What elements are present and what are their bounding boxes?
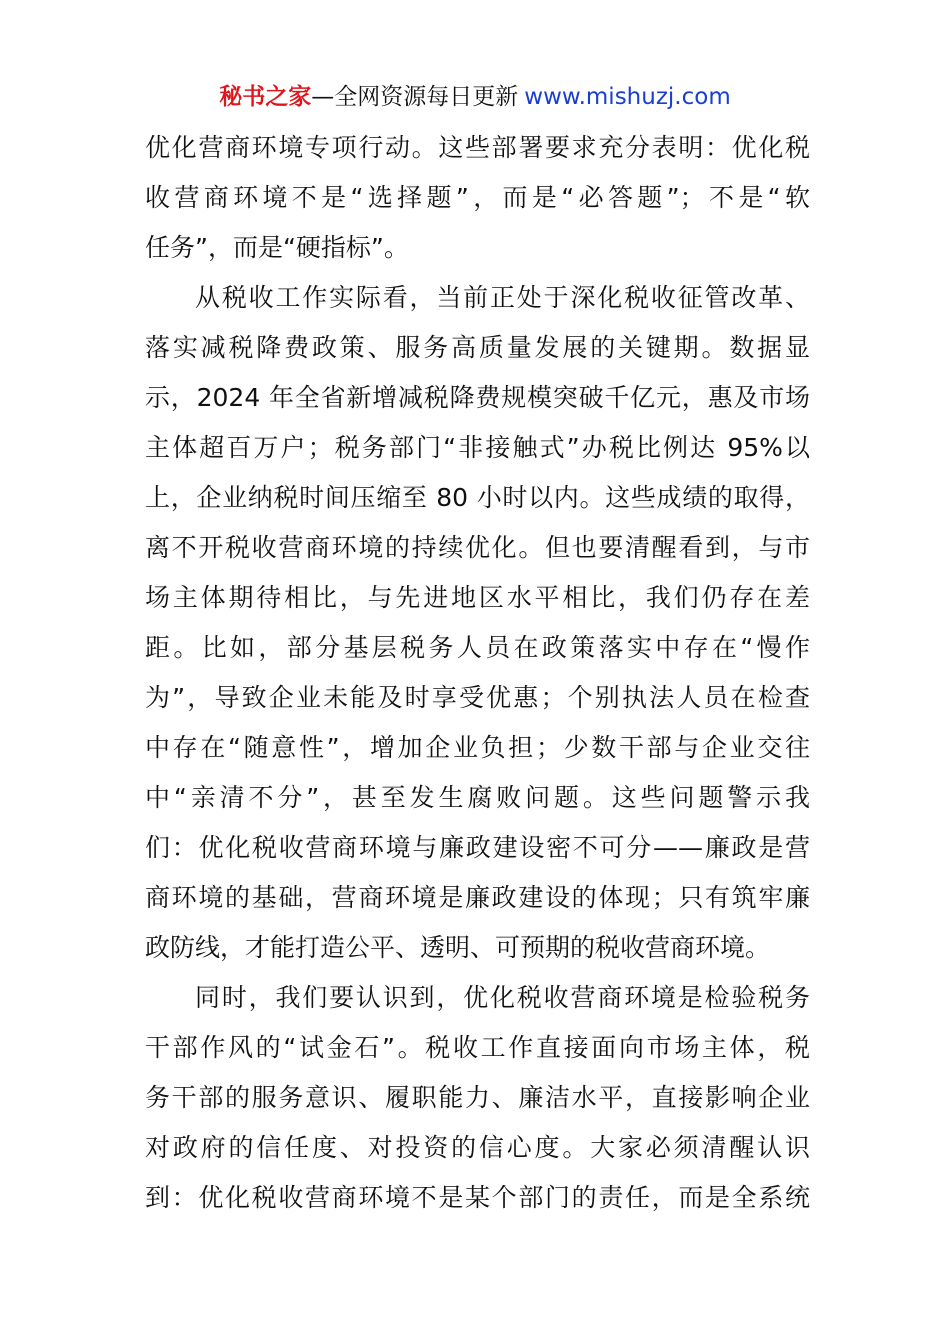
text-line: 中“亲清不分”，甚至发生腐败问题。这些问题警示我 <box>145 783 810 812</box>
text-line: 到：优化税收营商环境不是某个部门的责任，而是全系统 <box>145 1183 810 1212</box>
text-line: 同时，我们要认识到，优化税收营商环境是检验税务 <box>195 983 810 1012</box>
text-line: 干部作风的“试金石”。税收工作直接面向市场主体，税 <box>145 1033 810 1062</box>
text-line: 示，2024 年全省新增减税降费规模突破千亿元，惠及市场 <box>145 383 810 412</box>
text-line: 距。比如，部分基层税务人员在政策落实中存在“慢作 <box>145 633 810 662</box>
text-line: 场主体期待相比，与先进地区水平相比，我们仍存在差 <box>145 583 810 612</box>
text-line: 政防线，才能打造公平、透明、可预期的税收营商环境。 <box>145 933 771 962</box>
text-line: 主体超百万户；税务部门“非接触式”办税比例达 95%以 <box>145 433 810 462</box>
text-line: 中存在“随意性”，增加企业负担；少数干部与企业交往 <box>145 733 810 762</box>
text-line: 离不开税收营商环境的持续优化。但也要清醒看到，与市 <box>145 533 810 562</box>
site-header <box>0 80 950 114</box>
text-line: 从税收工作实际看，当前正处于深化税收征管改革、 <box>195 283 810 312</box>
text-line: 商环境的基础，营商环境是廉政建设的体现；只有筑牢廉 <box>145 883 810 912</box>
text-line: 为”，导致企业未能及时享受优惠；个别执法人员在检查 <box>145 683 810 712</box>
text-line: 务干部的服务意识、履职能力、廉洁水平，直接影响企业 <box>145 1083 810 1112</box>
text-line: 们：优化税收营商环境与廉政建设密不可分——廉政是营 <box>145 833 810 862</box>
text-line: 任务”，而是“硬指标”。 <box>145 233 409 262</box>
site-url[interactable]: www.mishuzj.com <box>524 84 731 110</box>
header-tagline: —全网资源每日更新 <box>311 84 519 110</box>
brand-name: 秘书之家 <box>219 84 312 110</box>
text-line: 上，企业纳税时间压缩至 80 小时以内。这些成绩的取得， <box>145 483 810 512</box>
text-line: 对政府的信任度、对投资的信心度。大家必须清醒认识 <box>145 1133 810 1162</box>
text-line: 落实减税降费政策、服务高质量发展的关键期。数据显 <box>145 333 810 362</box>
text-line: 优化营商环境专项行动。这些部署要求充分表明：优化税 <box>145 133 810 162</box>
document-body <box>145 123 810 1223</box>
text-line: 收营商环境不是“选择题”，而是“必答题”；不是“软 <box>145 183 810 212</box>
